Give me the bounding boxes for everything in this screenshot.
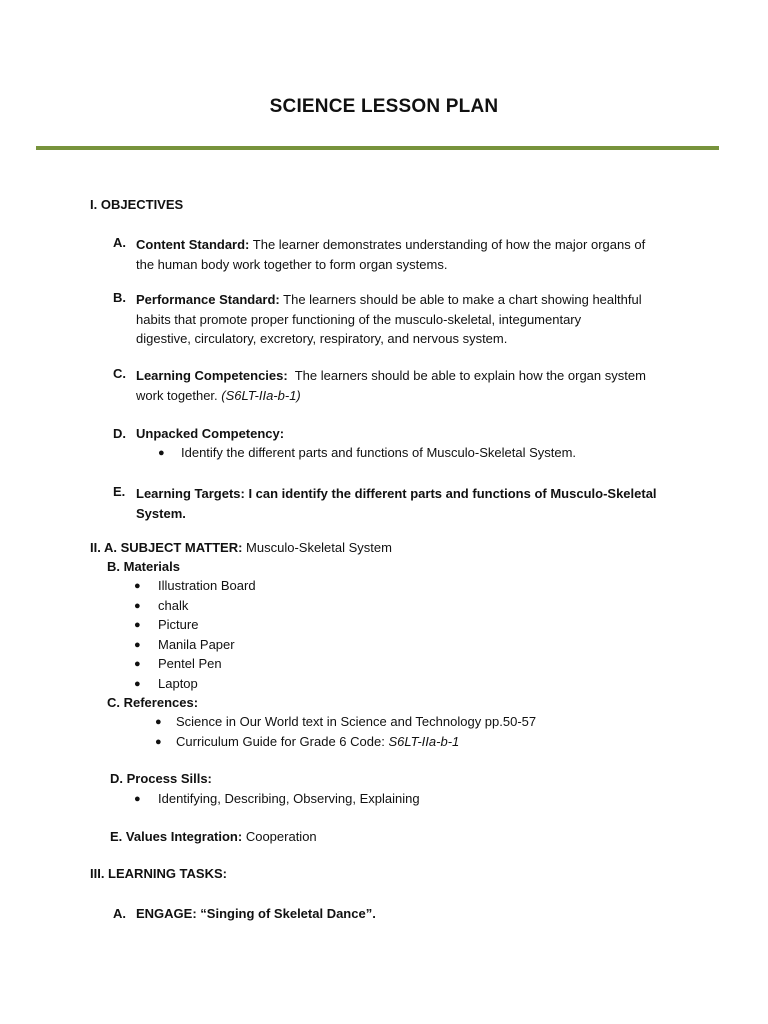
learning-targets-text-2: System. <box>136 505 186 521</box>
objective-e-marker: E. <box>113 484 126 499</box>
material-item: Laptop <box>158 676 198 691</box>
performance-standard-text-3: digestive, circulatory, excretory, respiratory, and nervous system. <box>136 331 508 346</box>
material-item: Picture <box>158 617 199 633</box>
subject-matter-prefix: II. A. <box>90 540 117 555</box>
objective-a <box>136 235 696 274</box>
objective-c <box>136 366 696 405</box>
bullet-icon: ● <box>134 678 141 690</box>
bullet-icon: ● <box>134 793 141 805</box>
objective-c-marker: C. <box>113 366 126 381</box>
content-standard-text-1: The learner demonstrates understanding of how the major organs of <box>252 237 646 252</box>
bullet-icon: ● <box>134 658 141 671</box>
material-item: Pentel Pen <box>158 656 222 672</box>
learning-competencies-text-2: work together. <box>136 387 218 403</box>
references-label: C. References: <box>107 695 199 710</box>
reference-2-code: S6LT-IIa-b-1 <box>388 734 460 749</box>
subject-matter-value: Musculo-Skeletal System <box>246 540 392 555</box>
content-standard-text-2: the human body work together to form organ systems. <box>136 256 448 272</box>
objective-b <box>136 290 696 349</box>
reference-2-text: Curriculum Guide for Grade 6 Code: <box>176 734 385 749</box>
learning-task-a-marker: A. <box>113 906 126 921</box>
objective-a-marker: A. <box>113 235 126 250</box>
material-item: Manila Paper <box>158 636 235 652</box>
objective-d-marker: D. <box>113 426 126 441</box>
objective-b-marker: B. <box>113 290 126 305</box>
performance-standard-label: Performance Standard: <box>136 292 280 307</box>
bullet-icon: ● <box>134 638 141 651</box>
values-integration-value: Cooperation <box>245 829 317 844</box>
bullet-icon: ● <box>134 619 141 632</box>
objectives-heading: I. OBJECTIVES <box>90 197 184 212</box>
bullet-icon: ● <box>134 580 141 592</box>
bullet-icon: ● <box>155 736 162 748</box>
unpacked-competency-bullet: Identify the different parts and functions of Musculo-Skeletal System. <box>181 445 577 460</box>
process-skills-bullet: Identifying, Describing, Observing, Explaining <box>158 791 420 806</box>
learning-tasks-heading: III. LEARNING TASKS: <box>90 866 227 881</box>
bullet-icon: ● <box>134 599 141 612</box>
learning-targets-text-1: Learning Targets: I can identify the different parts and functions of Musculo-Skeletal <box>136 486 657 501</box>
bullet-icon: ● <box>158 447 165 459</box>
bullet-icon: ● <box>155 716 162 728</box>
subject-matter-label: SUBJECT MATTER: <box>120 540 243 555</box>
performance-standard-text-1: The learners should be able to make a chart showing healthful <box>283 292 642 307</box>
material-item: chalk <box>158 597 189 613</box>
material-item: Illustration Board <box>158 578 256 593</box>
materials-label: B. Materials <box>107 559 180 574</box>
engage-task: ENGAGE: “Singing of Skeletal Dance”. <box>136 906 376 921</box>
competency-code: (S6LT-IIa-b-1) <box>221 387 301 403</box>
objective-e <box>136 484 696 523</box>
content-standard-label: Content Standard: <box>136 237 250 252</box>
page-title: SCIENCE LESSON PLAN <box>269 96 499 117</box>
performance-standard-text-2: habits that promote proper functioning of the musculo-skeletal, integumentary <box>136 311 582 327</box>
title-divider <box>36 146 719 150</box>
reference-1: Science in Our World text in Science and Technology pp.50-57 <box>176 714 537 729</box>
values-integration-label: E. Values Integration: <box>110 829 243 844</box>
learning-competencies-text-1: The learners should be able to explain how the organ system <box>294 368 646 383</box>
process-skills-label: D. Process Sills: <box>110 771 212 786</box>
unpacked-competency-label: Unpacked Competency: <box>136 426 285 441</box>
learning-competencies-label: Learning Competencies: <box>136 368 288 383</box>
